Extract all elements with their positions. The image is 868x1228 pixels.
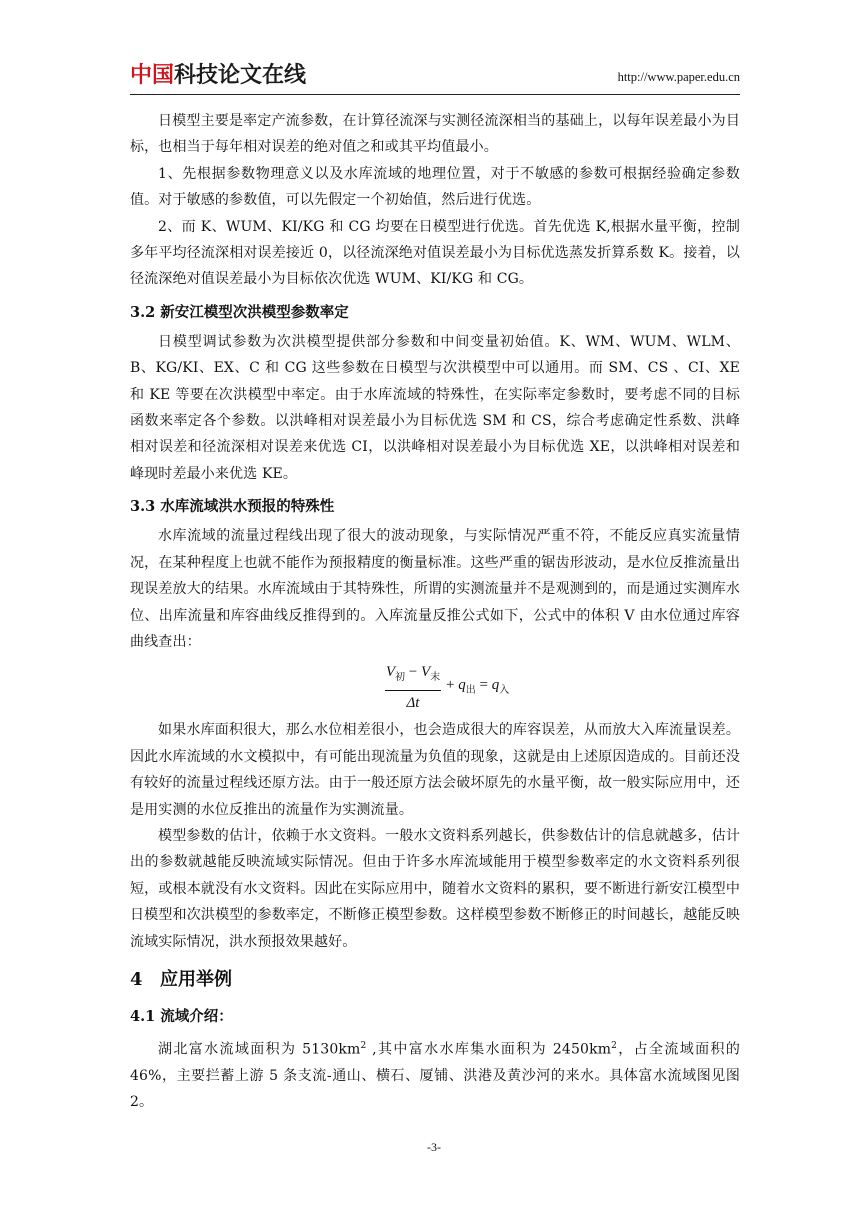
page-number: -3- xyxy=(427,1140,441,1154)
section-heading: 3.3 水库流域洪水预报的特殊性 xyxy=(130,498,335,516)
paragraph: 日模型主要是率定产流参数，在计算径流深与实测径流深相当的基础上，以每年误差最小为目标，也相当于每年相对误差的绝对值之和或其平均值最小。 xyxy=(130,113,740,156)
logo-dark-text: 科技论文在线 xyxy=(174,63,307,88)
paragraph: 1、先根据参数物理意义以及水库流域的地理位置，对于不敏感的参数可根据经验确定参数值。对于敏感的参数值，可以先假定一个初始值，然后进行优选。 xyxy=(130,165,740,209)
journal-logo xyxy=(130,62,306,90)
formula-rhs: + $q_出 = q_入$ xyxy=(446,677,510,697)
formula-numerator: $V_初 - V_末$ xyxy=(385,661,441,691)
section-heading: 4.1 流域介绍： xyxy=(130,1007,233,1025)
paper-body xyxy=(130,108,740,1116)
chapter-heading xyxy=(130,963,740,997)
paragraph: 2、而 K、WUM、KI/KG 和 CG 均要在日模型进行优选。首先优选 K,根据水量平衡，控制多年平均径流深相对误差接近 0，以径流深绝对值误差最小为目标优选蒸发折算系数 K。接着，以径流深绝对值误差最小为目标依次优选 WUM、KI/KG 和 CG。 xyxy=(130,218,740,288)
paragraph: 模型参数的估计，依赖于水文资料。一般水文资料系列越长，供参数估计的信息就越多，估计出的参数就越能反映流域实际情况。但由于许多水库流域能用于模型参数率定的水文资料系列很短，或根本就没有水文资料。因此在实际应用中，随着水文资料的累积，要不断进行新安江模型中日模型和次洪模型的参数率定，不断修正模型参数。这样模型参数不断修正的时间越长，越能反映流域实际情况，洪水预报效果越好。 xyxy=(130,827,740,950)
formula-fraction xyxy=(385,661,441,715)
chapter-title: 应用举例 xyxy=(160,968,232,990)
paragraph: 如果水库面积很大，那么水位相差很小，也会造成很大的库容误差，从而放大入库流量误差。因此水库流域的水文模拟中，有可能出现流量为负值的现象，这就是由上述原因造成的。目前还没有较好的流量过程线还原方法。由于一般还原方法会破坏原先的水量平衡，故一般实际应用中，还是用实测的水位反推出的流量作为实测流量。 xyxy=(130,722,740,818)
formula-denominator: Δt xyxy=(406,695,420,712)
chapter-number: 4 xyxy=(130,968,143,990)
inflow-formula xyxy=(130,659,740,715)
logo-red-text: 中国 xyxy=(130,63,175,88)
header-divider xyxy=(130,94,740,95)
section-heading: 3.2 新安江模型次洪模型参数率定 xyxy=(130,303,349,321)
paragraph: 日模型调试参数为次洪模型提供部分参数和中间变量初始值。K、WM、WUM、WLM、B、KG/KI、EX、C 和 CG 这些参数在日模型与次洪模型中可以通用。而 SM、CS 、CI、XE 和 KE 等要在次洪模型中率定。由于水库流域的特殊性，在实际率定参数时，要考虑不同的目标函数来率定各个参数。以洪峰相对误差最小为目标优选 SM 和 CS，综合考虑确定性系数、洪峰相对误差和径流深相对误差来优选 CI，以洪峰相对误差最小为目标优选 XE，以洪峰相对误差和峰现时差最小来优选 KE。 xyxy=(130,333,740,482)
paragraph: 水库流域的流量过程线出现了很大的波动现象，与实际情况严重不符，不能反应真实流量情况，在某种程度上也就不能作为预报精度的衡量标准。这些严重的锯齿形波动，是水位反推流量出现误差放大的结果。水库流域由于其特殊性，所谓的实测流量并不是观测到的，而是通过实测库水位、出库流量和库容曲线反推得到的。入库流量反推公式如下，公式中的体积 V 由水位通过库容曲线查出： xyxy=(130,528,740,650)
header-url[interactable]: http://www.paper.edu.cn xyxy=(617,70,740,84)
paragraph: 湖北富水流域面积为 $5130km^2$ ,其中富水水库集水面积为 $2450km^2$，占全流域面积的 46%，主要拦蓄上游 5 条支流-通山、横石、厦铺、洪港及黄沙河的来水。具体富水流域图见图 2。 xyxy=(130,1040,740,1111)
page-header xyxy=(130,62,740,94)
